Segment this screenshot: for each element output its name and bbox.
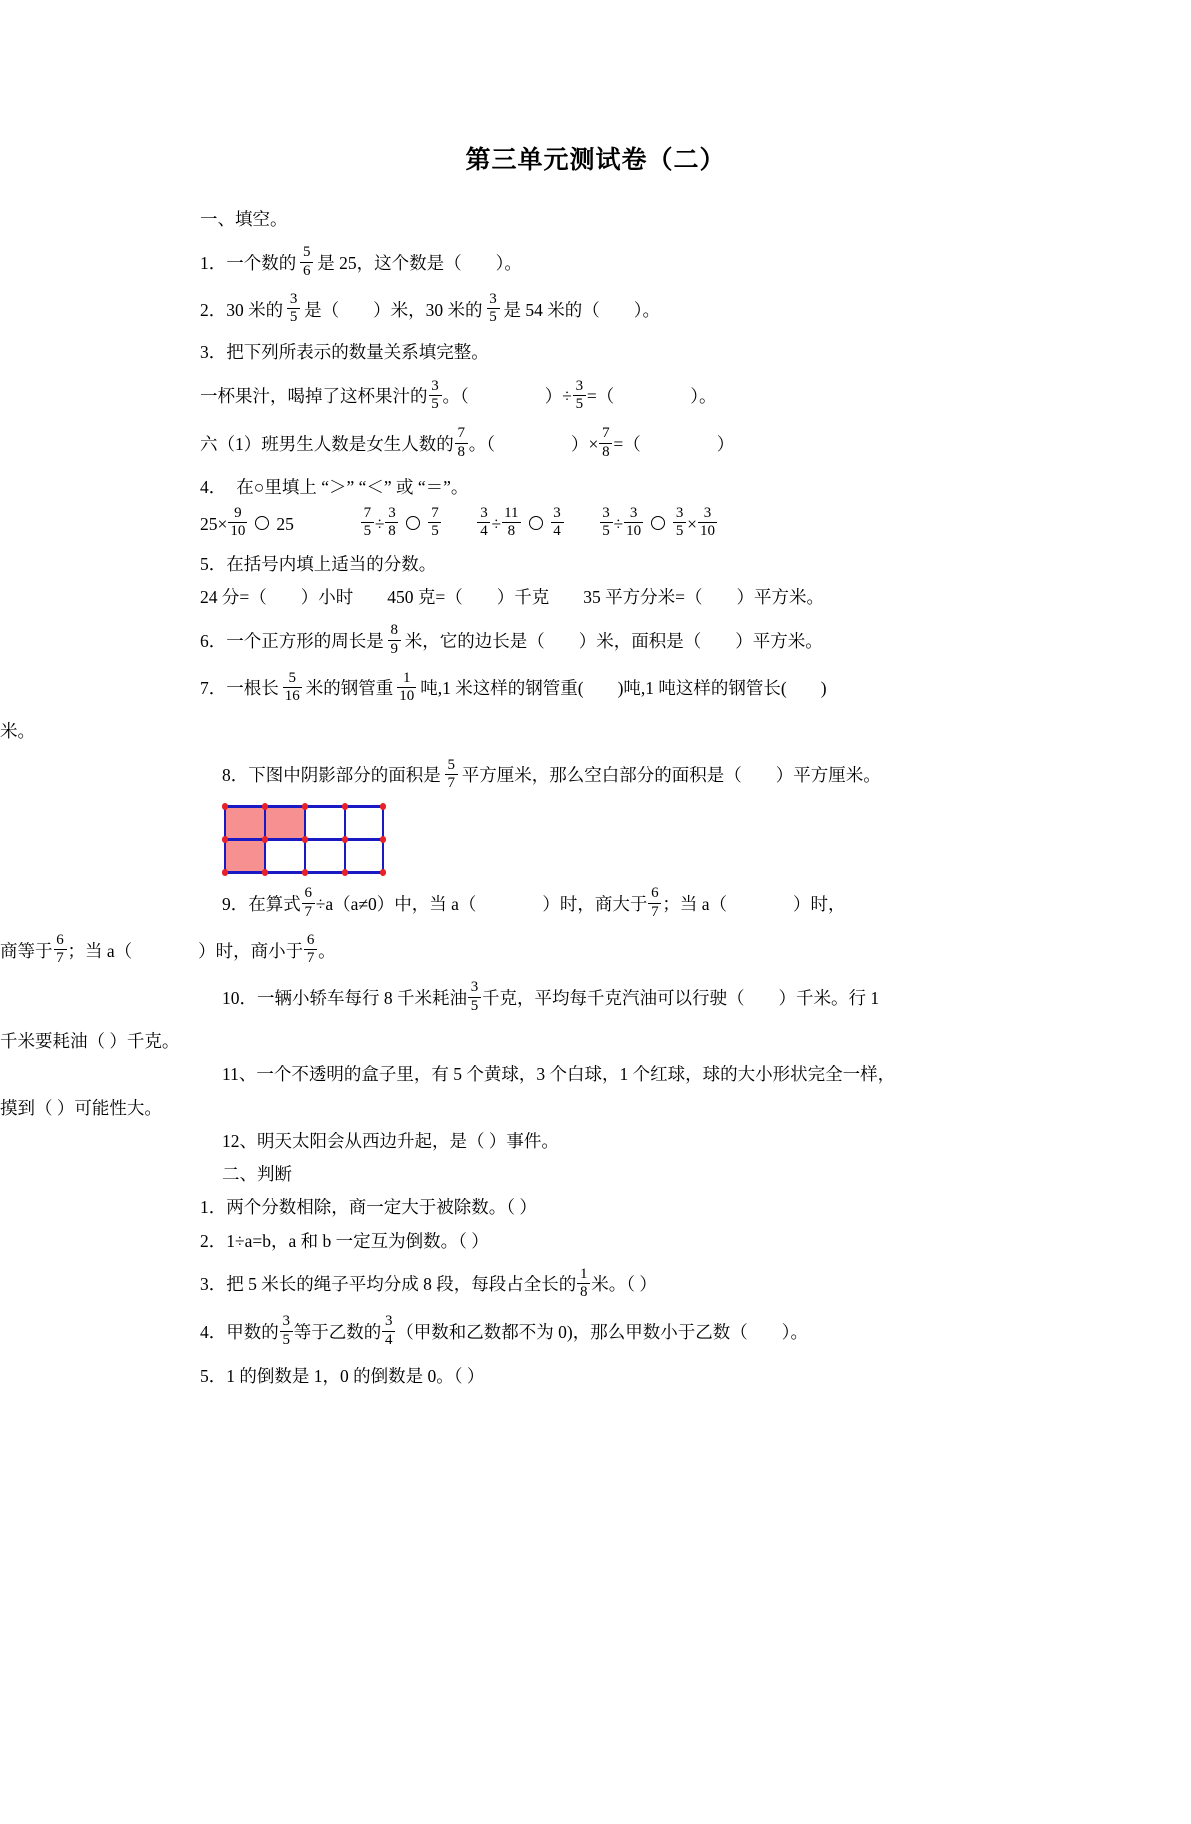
fraction: $\frac{3}{5}$ [573, 379, 586, 413]
grid-vertex-dot [342, 869, 349, 876]
question-7: 7． 一根长 $\frac{5}{16}$ 米的钢管重 $\frac{1}{10}$ 吨,1 米这样的钢管重( )吨,1 吨这样的钢管长( ) [200, 669, 827, 705]
section-two-question-5[interactable]: 5．1 的倒数是 1，0 的倒数是 0。（ ） [200, 1365, 485, 1386]
question-4: 4． 在○里填上 “＞” “＜” 或 “＝”。 [200, 476, 469, 497]
grid-vertex-dot [380, 869, 387, 876]
fraction: $\frac{5}{6}$ [300, 245, 313, 279]
section-two-question-2[interactable]: 2．1÷a=b，a 和 b 一定互为倒数。（ ） [200, 1230, 489, 1251]
shaded-grid-figure [224, 805, 1016, 873]
fraction: $\frac{3}{5}$ [468, 980, 481, 1014]
grid-vertex-dot [222, 803, 229, 810]
grid-cell [264, 839, 304, 873]
grid-cell-shaded [224, 839, 264, 873]
fraction: $\frac{7}{5}$ [428, 506, 441, 540]
grid-vertex-dot [222, 836, 229, 843]
comparison-item[interactable]: $\frac{3}{5}$ ÷ $\frac{3}{10}$ $\frac{3}{5}$ × $\frac{3}{10}$ [599, 507, 718, 541]
fraction: $\frac{5}{7}$ [445, 758, 458, 792]
grid-cell [344, 805, 384, 839]
fraction: $\frac{7}{5}$ [361, 506, 374, 540]
question-5-blanks: 24 分=（ ）小时 450 克=（ ）千克 35 平方分米=（ ）平方米。 [200, 586, 824, 607]
comparison-circle[interactable] [529, 516, 543, 530]
question-5: 5． 在括号内填上适当的分数。 [200, 553, 437, 574]
question-10-cont: 千米要耗油（ ）千克。 [0, 1031, 180, 1052]
page-title: 第三单元测试卷（二） [465, 146, 726, 174]
comparison-row [200, 507, 1016, 541]
grid-vertex-dot [380, 836, 387, 843]
fraction: $\frac{11}{8}$ [504, 505, 519, 540]
grid-cell-shaded [224, 805, 264, 839]
fraction: $\frac{6}{7}$ [54, 933, 67, 967]
question-7-cont: 米。 [0, 721, 35, 742]
grid-cell-shaded [264, 805, 304, 839]
question-11-cont: 摸到（ ）可能性大。 [0, 1097, 162, 1118]
comparison-item[interactable]: $\frac{3}{4}$ ÷ $\frac{11}{8}$ $\frac{3}{4}$ [476, 507, 564, 541]
section-two-question-3[interactable]: 3． 把 5 米长的绳子平均分成 8 段，每段占全长的 $\frac{1}{8}$ 米。（ ） [200, 1265, 657, 1301]
comparison-item[interactable]: $\frac{7}{5}$ ÷ $\frac{3}{8}$ $\frac{7}{5}$ [360, 507, 443, 541]
grid-vertex-dot [262, 836, 269, 843]
fraction: $\frac{3}{8}$ [385, 506, 398, 540]
fraction: $\frac{6}{7}$ [648, 886, 661, 920]
fraction: $\frac{9}{10}$ [230, 505, 246, 540]
grid-vertex-dot [302, 836, 309, 843]
question-3a: 一杯果汁，喝掉了这杯果汁的 $\frac{3}{5}$ 。（ ）÷ $\frac{3}{5}$ =（ ）。 [200, 377, 717, 412]
grid-vertex-dot [302, 803, 309, 810]
fraction: $\frac{8}{9}$ [388, 623, 401, 657]
fraction: $\frac{3}{5}$ [673, 506, 686, 540]
fraction: $\frac{5}{16}$ [284, 669, 300, 705]
worksheet-page [0, 140, 1191, 1824]
section-two-question-1[interactable]: 1．两个分数相除，商一定大于被除数。（ ） [200, 1197, 537, 1218]
grid-vertex-dot [262, 869, 269, 876]
grid-cell [304, 805, 344, 839]
question-11: 11、 一个不透明的盒子里，有 5 个黄球，3 个白球，1 个红球，球的大小形状完全一样， [222, 1064, 896, 1085]
fraction: $\frac{1}{8}$ [577, 1267, 590, 1301]
fraction: $\frac{3}{5}$ [280, 1314, 293, 1348]
question-12: 12、 明天太阳会从西边升起，是（ ）事件。 [222, 1130, 559, 1151]
fraction: $\frac{3}{10}$ [626, 505, 642, 540]
question-6: 6． 一个正方形的周长是 $\frac{8}{9}$ 米，它的边长是（ ）米，面积是（ ）平方米。 [200, 622, 823, 657]
question-8: 8． 下图中阴影部分的面积是 $\frac{5}{7}$ 平方厘米，那么空白部分的面积是（ ）平方厘米。 [222, 756, 881, 791]
comparison-item[interactable]: 25 × $\frac{9}{10}$ 25 [200, 505, 294, 540]
grid-diagram [224, 805, 384, 873]
grid-vertex-dot [302, 869, 309, 876]
fraction: $\frac{7}{8}$ [599, 426, 612, 460]
question-10: 10． 一辆小轿车每行 8 千米耗油 $\frac{3}{5}$ 千克，平均每千克汽油可以行驶（ ）千米。行 1 [222, 979, 880, 1014]
question-9: 9． 在算式 $\frac{6}{7}$ ÷a（a≠0）中，当 a（ ）时，商大于 $\frac{6}{7}$ ；当 a（ ）时， [222, 885, 846, 920]
fraction: $\frac{6}{7}$ [302, 886, 315, 920]
grid-cell [344, 839, 384, 873]
fraction: $\frac{3}{4}$ [551, 506, 564, 540]
grid-vertex-dot [342, 803, 349, 810]
grid-vertex-dot [380, 803, 387, 810]
fraction: $\frac{7}{8}$ [455, 426, 468, 460]
section-two-question-4[interactable]: 4． 甲数的 $\frac{3}{5}$ 等于乙数的 $\frac{3}{4}$ （甲数和乙数都不为 0)，那么甲数小于乙数（ ）。 [200, 1313, 808, 1348]
grid-vertex-dot [222, 869, 229, 876]
question-3b: 六（1）班男生人数是女生人数的 $\frac{7}{8}$ 。（ ）× $\frac{7}{8}$ =（ ） [200, 425, 735, 460]
grid-vertex-dot [342, 836, 349, 843]
grid-vertex-dot [262, 803, 269, 810]
comparison-circle[interactable] [406, 516, 420, 530]
fraction: $\frac{3}{5}$ [429, 379, 442, 413]
fraction: $\frac{3}{5}$ [287, 292, 300, 326]
section-one-heading: 一、填空。 [200, 209, 288, 229]
comparison-circle[interactable] [255, 516, 269, 530]
grid-cell [304, 839, 344, 873]
section-two-heading: 二、判断 [222, 1164, 292, 1185]
fraction: $\frac{3}{5}$ [600, 506, 613, 540]
fraction: $\frac{3}{4}$ [477, 506, 490, 540]
fraction: $\frac{1}{10}$ [399, 669, 415, 705]
question-2: 2． 30 米的 $\frac{3}{5}$ 是（ ）米，30 米的 $\frac{3}{5}$ 是 54 米的（ ）。 [200, 290, 660, 326]
question-1: 1． 一个数的 $\frac{5}{6}$ 是 25，这个数是（ ）。 [200, 244, 522, 279]
fraction: $\frac{3}{5}$ [487, 292, 500, 326]
fraction: $\frac{6}{7}$ [304, 933, 317, 967]
worksheet-body [0, 206, 1016, 1389]
question-9-cont: 商等于 $\frac{6}{7}$ ；当 a（ ）时，商小于 $\frac{6}{7}$ 。 [0, 931, 336, 967]
fraction: $\frac{3}{10}$ [700, 505, 716, 540]
question-3: 3． 把下列所表示的数量关系填完整。 [200, 342, 489, 363]
comparison-circle[interactable] [651, 516, 665, 530]
fraction: $\frac{3}{4}$ [382, 1314, 395, 1348]
